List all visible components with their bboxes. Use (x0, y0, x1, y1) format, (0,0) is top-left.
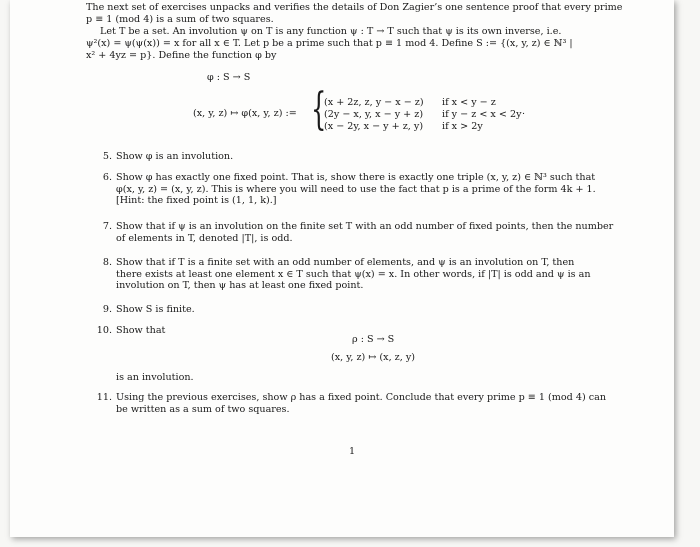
rho-mapping: (x, y, z) ↦ (x, z, y) (331, 352, 416, 363)
case-value-3: (x − 2y, x − y + z, y) (324, 121, 424, 132)
exercise-number: 8. (102, 257, 112, 268)
exercise-line: Show φ has exactly one fixed point. That is, show there is exactly one triple (x, y, z) ∈ ℕ³ such that (116, 172, 596, 183)
exercise-line: Show that if T is a finite set with an odd number of elements, and ψ is an involution on T, then (116, 257, 575, 268)
intro-line-2: p ≡ 1 (mod 4) is a sum of two squares. (86, 14, 274, 25)
intro-line-1: The next set of exercises unpacks and verifies the details of Don Zagier’s one sentence proof that every prime (86, 2, 623, 13)
phi-signature: φ : S → S (207, 72, 251, 83)
exercise-line: Show that (116, 325, 166, 336)
exercise-line: Using the previous exercises, show ρ has a fixed point. Conclude that every prime p ≡ 1 (mod 4) can (116, 392, 607, 403)
exercise-number: 7. (102, 221, 112, 232)
document-page (10, 0, 674, 537)
phi-mapping: (x, y, z) ↦ φ(x, y, z) := (193, 108, 297, 119)
rho-signature: ρ : S → S (352, 334, 395, 345)
exercise-number: 9. (102, 304, 112, 315)
phi-case-conditions (442, 97, 522, 133)
cases-brace: { (311, 84, 327, 135)
exercise-line: φ(x, y, z) = (x, y, z). This is where you will need to use the fact that p is a prime of the form 4k + 1. (116, 183, 596, 195)
exercise-line: Show that if ψ is an involution on the finite set T with an odd number of fixed points, then the number (116, 221, 614, 232)
setup-line-2: ψ²(x) = ψ(ψ(x)) = x for all x ∈ T. Let p be a prime such that p ≡ 1 mod 4. Define S := {(x, y, z) ∈ ℕ³ | (86, 38, 573, 49)
exercise-number: 10. (96, 325, 112, 336)
case-value-1: (x + 2z, z, y − x − z) (324, 97, 424, 108)
setup-line-1: Let T be a set. An involution ψ on T is any function ψ : T → T such that ψ is its own inverse, i.e. (100, 26, 562, 37)
case-condition-2: if y − z < x < 2y (442, 109, 522, 120)
rho-after: is an involution. (116, 372, 194, 383)
exercise-line: of elements in T, denoted |T|, is odd. (116, 232, 293, 244)
exercise-number: 6. (102, 172, 112, 183)
exercise-line: Show S is finite. (116, 304, 195, 315)
exercise-line: Show φ is an involution. (116, 151, 234, 162)
phi-case-values (324, 97, 424, 133)
case-value-2: (2y − x, y, x − y + z) (324, 109, 424, 120)
case-condition-3: if x > 2y (442, 121, 483, 132)
case-condition-1: if x < y − z (442, 97, 496, 108)
exercise-line: [Hint: the fixed point is (1, 1, k).] (116, 195, 277, 207)
setup-line-3: x² + 4yz = p}. Define the function φ by (86, 50, 277, 61)
page-number: 1 (349, 446, 356, 457)
exercise-number: 5. (102, 151, 112, 162)
cases-end-mark: . (522, 106, 526, 117)
exercise-line: be written as a sum of two squares. (116, 403, 290, 415)
exercise-line: involution on T, then ψ has at least one fixed point. (116, 280, 364, 292)
exercise-number: 11. (96, 392, 112, 403)
exercise-line: there exists at least one element x ∈ T such that ψ(x) = x. In other words, if |T| is odd and ψ is an (116, 268, 591, 280)
